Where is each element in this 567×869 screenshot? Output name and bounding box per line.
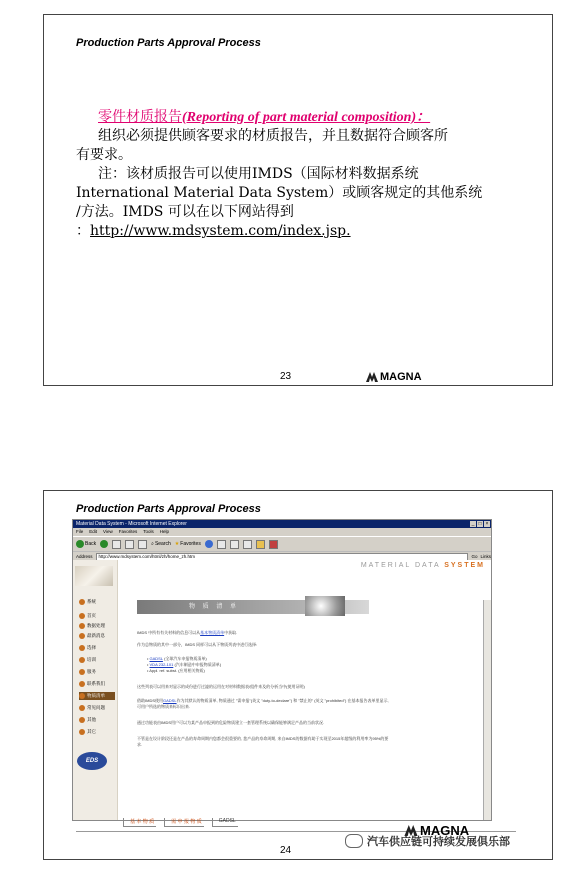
content-paragraph-1 [137, 630, 393, 636]
web-page [73, 560, 491, 825]
body-line-1: 组织必须提供顾客要求的材质报告，并且数据符合顾客所 [98, 128, 448, 144]
content-paragraph-3: 这些列表可以用来对显示的成份进行过滤的运用在对材料数据表/组件来及的分析当中(使用证明) [137, 684, 305, 689]
mail-icon[interactable] [230, 540, 239, 549]
body-line-4: International Material Data System）或顾客规定的其他系统 [76, 185, 483, 201]
title-cn: 零件材质报告 [98, 109, 182, 125]
mds-brand [361, 562, 485, 569]
bullet-icon [79, 705, 85, 711]
sidebar-item-label: 首页 [87, 613, 96, 618]
sidebar-item-label: 物质清单 [87, 693, 105, 698]
content-paragraph-6: 不管是在设计阶段还是在产品的寿命周期内您都会很重要的, 您产品的寿命周期, 来自IMDS的数据有助于实现至2015年超级的利用率为95%的要求. [137, 736, 389, 747]
bullet-icon [79, 657, 85, 663]
sidebar-item-label: 数据处理 [87, 623, 105, 628]
back-arrow-icon [76, 540, 84, 548]
menu-file[interactable]: File [76, 529, 84, 534]
slide-header: Production Parts Approval Process [76, 37, 261, 49]
content-paragraph-5: 通过功能表由IMDS用户可以为某产品申报到的危险物质建立一套管理系统以确保能够满足产品的当前状况. [137, 720, 325, 725]
search-label: Search [154, 541, 171, 547]
body-line-5: /方法。IMDS 可以在以下网站得到 [76, 204, 294, 220]
page-number: 23 [280, 371, 292, 382]
stop-icon[interactable] [112, 540, 121, 549]
forward-button[interactable] [100, 540, 108, 548]
sidebar-item-service[interactable] [79, 668, 115, 676]
sidebar-image [75, 566, 113, 586]
home-icon[interactable] [138, 540, 147, 549]
bullet-icon [79, 599, 85, 605]
sidebar-item-home[interactable] [79, 612, 115, 620]
list-item: • GADSL (全球汽车申报物质清单) [147, 656, 207, 661]
slide-body [76, 108, 506, 241]
section-title [98, 109, 430, 125]
search-icon: ⌕ [151, 541, 154, 547]
title-en: (Reporting of part material composition)： [182, 110, 431, 125]
browser-window [72, 519, 492, 825]
watermark [345, 833, 510, 849]
links-button[interactable]: Links [480, 554, 491, 559]
sidebar-item-training[interactable] [79, 656, 115, 664]
sidebar-item-label: 其他 [87, 717, 96, 722]
vda-link[interactable]: VDA 232-101 [149, 662, 174, 667]
print-icon[interactable] [243, 540, 252, 549]
bullet-icon [79, 669, 85, 675]
favorites-label: Favorites [180, 541, 201, 547]
messenger-icon[interactable] [269, 540, 278, 549]
list-item: • VDA 232-101 (汽车制造中申报物质清单) [147, 662, 222, 667]
bottom-nav-declarable[interactable]: 需 申 报 物 质 [164, 818, 204, 827]
bullet-icon [79, 613, 85, 619]
menu-favorites[interactable]: Favorites [118, 529, 138, 534]
bullet-icon [79, 681, 85, 687]
sidebar-item-substance-list[interactable] [79, 692, 115, 700]
page-banner: 物 质 清 单 [137, 600, 369, 614]
sidebar [73, 560, 118, 820]
close-button[interactable]: × [485, 521, 489, 527]
list-item-text: Appl. ref. subst. (应用相关物质) [149, 668, 205, 673]
slide-header: Production Parts Approval Process [76, 503, 261, 515]
menu-bar [73, 528, 491, 536]
sidebar-item-data[interactable] [79, 622, 115, 630]
brand-sub: SYSTEM [444, 562, 485, 569]
gadsl-link[interactable]: GADSL [149, 656, 163, 661]
favorites-button[interactable] [175, 541, 201, 547]
page-number: 24 [280, 845, 292, 856]
p4-text-a: 借助IMDS使用 [137, 698, 163, 703]
back-button[interactable] [76, 540, 96, 548]
magna-logo [366, 371, 422, 383]
menu-view[interactable]: View [103, 529, 113, 534]
sidebar-item-other[interactable] [79, 716, 115, 724]
sidebar-item-label: 培训 [87, 657, 96, 662]
p1-text-b: 中获取. [224, 630, 238, 635]
magna-logo-text: MAGNA [380, 371, 422, 383]
search-button[interactable] [151, 541, 171, 547]
go-button[interactable]: Go [471, 554, 478, 559]
window-title: Material Data System - Microsoft Internet Explorer [76, 521, 187, 527]
magna-logo-text: MAGNA [420, 823, 470, 838]
p1-text-a: IMDS 中所有有关材料的信息可以从 [137, 630, 201, 635]
sidebar-item-label: 选择 [87, 645, 96, 650]
sidebar-item-contact[interactable] [79, 680, 115, 688]
body-line-6-prefix: ： [76, 223, 90, 239]
gadsl-inline-link[interactable]: GADSL [163, 698, 177, 703]
magna-mark-icon [366, 372, 378, 382]
basic-substance-link[interactable]: 基本物质清单 [200, 630, 225, 635]
bullet-icon [79, 717, 85, 723]
body-line-3: 注：该材质报告可以使用IMDS（国际材料数据系统 [98, 166, 419, 182]
bullet-icon [79, 623, 85, 629]
body-line-2: 有要求。 [76, 147, 132, 163]
minimize-button[interactable]: _ [471, 521, 475, 527]
bullet-icon [79, 633, 85, 639]
p4-text-b: 作为其默认的物质清单, 物质通过 "需申报"(英文 "duty-to-declare") 和 "禁止的" (英文 "prohibited") 在基本报告表单里显示, 可用户所选的物质来标识出来. [137, 698, 389, 709]
sidebar-item-label: 最新消息 [87, 633, 105, 638]
media-icon[interactable] [205, 540, 213, 548]
list-item-text: (汽车制造中申报物质清单) [174, 662, 222, 667]
eds-logo: EDS [77, 752, 107, 770]
sidebar-item-label: 系统 [87, 599, 96, 604]
watermark-text: 汽车供应链可持续发展俱乐部 [367, 835, 510, 848]
sidebar-item-label: 联系我们 [87, 681, 105, 686]
list-item-text: (全球汽车申报物质清单) [164, 656, 207, 661]
refresh-icon[interactable] [125, 540, 134, 549]
bottom-nav-gadsl[interactable]: GADSL [212, 818, 238, 827]
menu-help[interactable]: Help [159, 529, 170, 534]
history-icon[interactable] [217, 540, 226, 549]
brand-text: MATERIAL DATA [360, 562, 441, 569]
sidebar-item-system[interactable] [79, 598, 115, 606]
maximize-button[interactable]: □ [478, 521, 482, 527]
sidebar-item-label: 其它 [87, 729, 96, 734]
bottom-nav-basic[interactable]: 基 本 物 质 [123, 818, 156, 827]
list-item: • Appl. ref. subst. (应用相关物质) [147, 668, 205, 673]
sidebar-item-label: 常见问题 [87, 705, 105, 710]
menu-tools[interactable]: Tools [143, 529, 154, 534]
address-label: Address [76, 554, 93, 559]
sidebar-item-label: 服务 [87, 669, 96, 674]
sidebar-item-faq[interactable] [79, 704, 115, 712]
bullet-icon [79, 693, 85, 699]
sidebar-item-misc[interactable] [79, 728, 115, 736]
address-input[interactable]: http://www.mdsystem.com/html/zh/home_zh.htm [96, 553, 469, 561]
vertical-scrollbar[interactable] [483, 600, 491, 820]
browser-titlebar [73, 520, 491, 528]
slide-23 [43, 14, 553, 386]
imds-link[interactable]: http://www.mdsystem.com/index.jsp. [90, 223, 351, 239]
bullet-icon [79, 645, 85, 651]
bullet-icon [79, 729, 85, 735]
sidebar-item-select[interactable] [79, 644, 115, 652]
content-paragraph-2: 作为总物质的其中一部分，IMDS 同样可以从下物质列表中进行选择: [137, 642, 258, 647]
banner-image [305, 596, 345, 616]
bottom-nav [123, 818, 238, 827]
slide-24 [43, 490, 553, 860]
content-paragraph-4 [137, 698, 393, 710]
back-label: Back [85, 541, 97, 547]
star-icon: ★ [174, 541, 180, 547]
browser-toolbar [73, 536, 491, 551]
menu-edit[interactable]: Edit [89, 529, 98, 534]
wechat-icon [345, 834, 363, 848]
sidebar-item-news[interactable] [79, 632, 115, 640]
folder-icon[interactable] [256, 540, 265, 549]
